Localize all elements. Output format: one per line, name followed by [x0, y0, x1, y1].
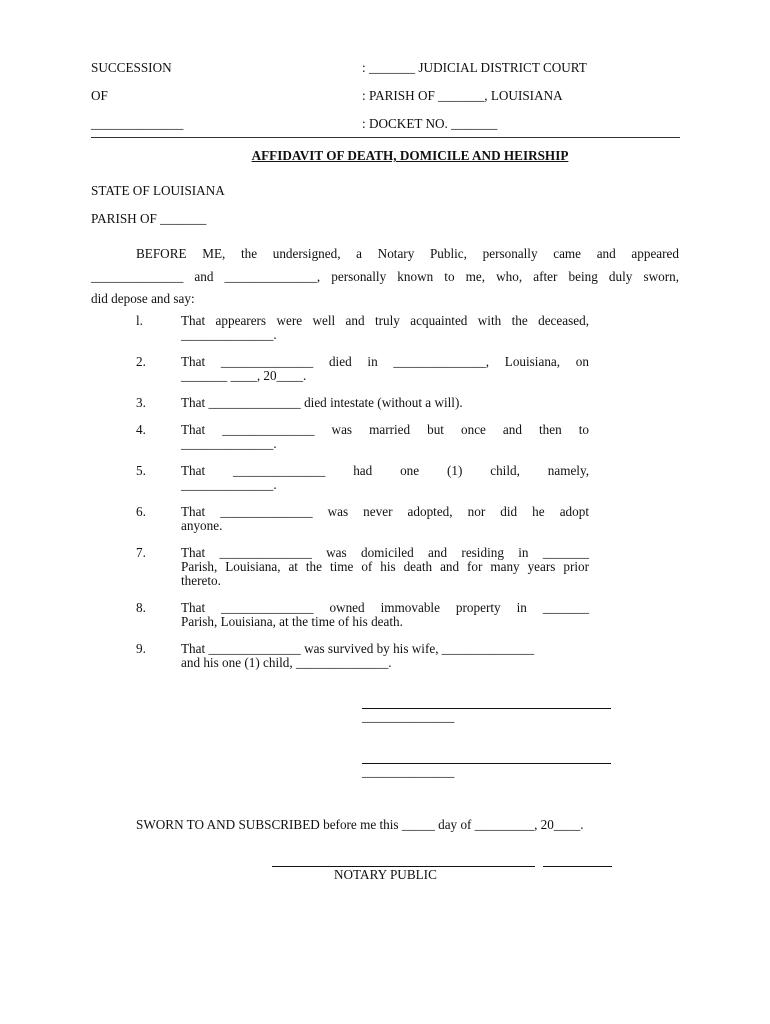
item-text: ______________. — [181, 327, 277, 342]
item-number: 2. — [136, 354, 146, 369]
document-title: AFFIDAVIT OF DEATH, DOMICILE AND HEIRSHIP — [251, 148, 569, 163]
item-text: That appearers were well and truly acquainted with the deceased, — [181, 313, 589, 328]
caption-court: : _______ JUDICIAL DISTRICT COURT — [362, 60, 587, 75]
item-text: That ______________ had one (1) child, namely, — [181, 463, 589, 478]
intro-line-1: BEFORE ME, the undersigned, a Notary Public, personally came and appeared — [136, 246, 679, 261]
item-text: anyone. — [181, 518, 223, 533]
item-text: Parish, Louisiana, at the time of his death. — [181, 614, 403, 629]
notary-commission-line[interactable] — [543, 866, 612, 867]
item-text: That ______________ was married but once and then to — [181, 422, 589, 437]
caption-divider — [91, 137, 680, 138]
signature-name-blank-2: ______________ — [362, 764, 455, 779]
venue-state: STATE OF LOUISIANA — [91, 183, 225, 198]
item-text: That ______________ died intestate (without a will). — [181, 395, 463, 410]
item-text: That ______________ was survived by his wife, ______________ — [181, 641, 535, 656]
notary-public-label: NOTARY PUBLIC — [334, 867, 437, 882]
intro-line-3: did depose and say: — [91, 291, 195, 306]
item-text: That ______________ was never adopted, nor did he adopt — [181, 504, 589, 519]
item-text: Parish, Louisiana, at the time of his death and for many years prior — [181, 559, 589, 574]
caption-docket: : DOCKET NO. _______ — [362, 116, 498, 131]
intro-line-2: ______________ and ______________, personally known to me, who, after being duly sworn, — [91, 269, 679, 284]
item-text: _______ ____, 20____. — [181, 368, 307, 383]
item-number: 5. — [136, 463, 146, 478]
item-text: That ______________ owned immovable property in _______ — [181, 600, 589, 615]
item-text: and his one (1) child, ______________. — [181, 655, 392, 670]
caption-of: OF — [91, 88, 108, 103]
item-number: l. — [136, 313, 143, 328]
venue-parish: PARISH OF _______ — [91, 211, 207, 226]
item-number: 9. — [136, 641, 146, 656]
jurat-text: SWORN TO AND SUBSCRIBED before me this _____ day of _________, 20____. — [136, 817, 584, 832]
caption-succession: SUCCESSION — [91, 60, 172, 75]
item-text: ______________. — [181, 477, 277, 492]
item-text: ______________. — [181, 436, 277, 451]
caption-decedent-blank: ______________ — [91, 116, 184, 131]
item-number: 6. — [136, 504, 146, 519]
item-number: 4. — [136, 422, 146, 437]
item-number: 8. — [136, 600, 146, 615]
item-text: thereto. — [181, 573, 221, 588]
item-text: That ______________ died in ______________, Louisiana, on — [181, 354, 589, 369]
item-number: 3. — [136, 395, 146, 410]
item-number: 7. — [136, 545, 146, 560]
item-text: That ______________ was domiciled and residing in _______ — [181, 545, 589, 560]
caption-parish: : PARISH OF _______, LOUISIANA — [362, 88, 563, 103]
signature-name-blank-1: ______________ — [362, 709, 455, 724]
